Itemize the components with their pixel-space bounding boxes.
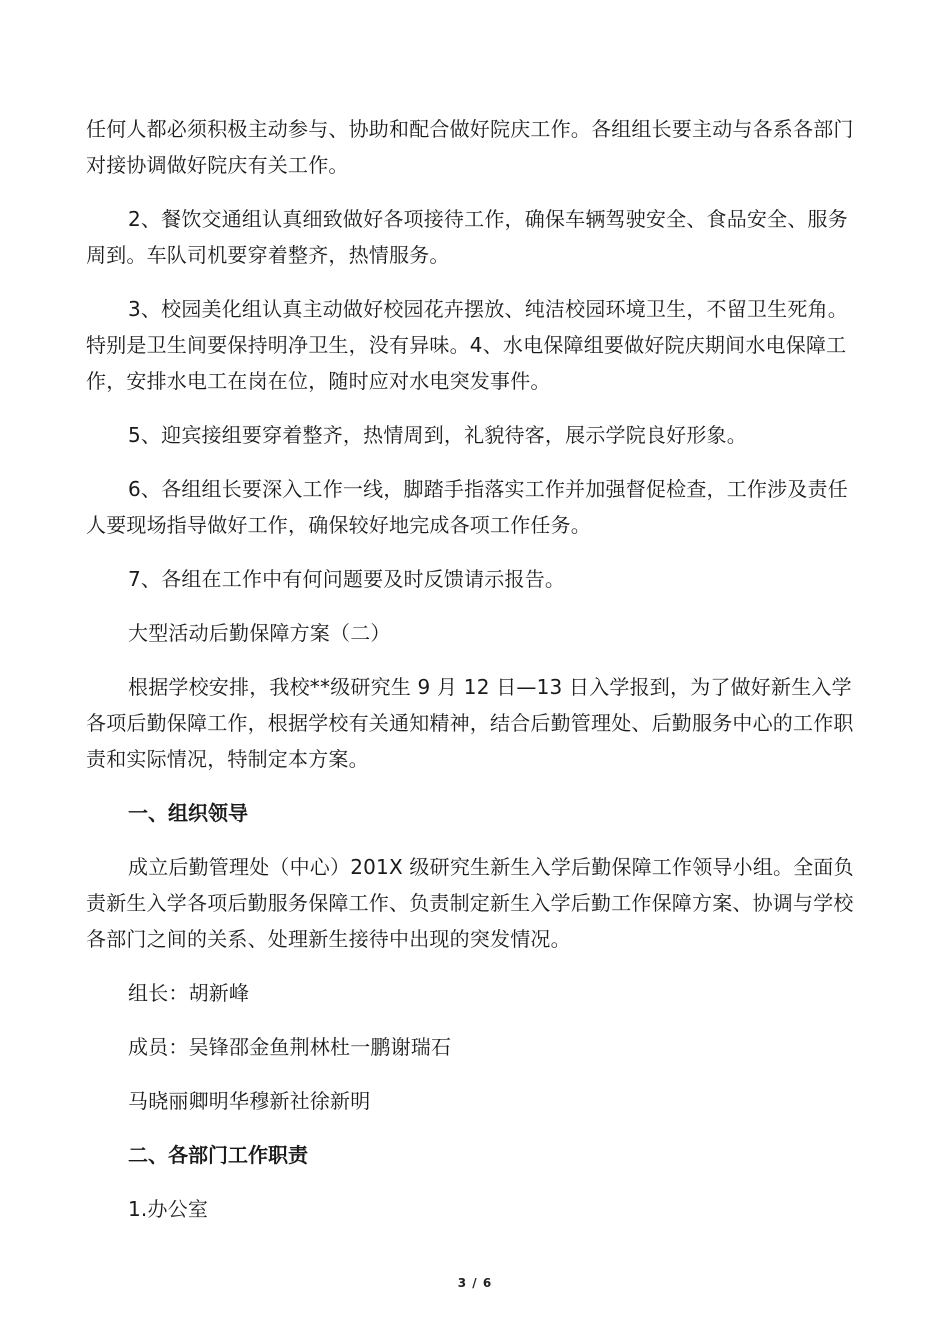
paragraph-item-3-4: 3、校园美化组认真主动做好校园花卉摆放、纯洁校园环境卫生，不留卫生死角。特别是卫生间要保持明净卫生，没有异味。4、水电保障组要做好院庆期间水电保障工作，安排水电工在岗在位，随时应对水电突发事件。: [86, 297, 848, 393]
paragraph-members-continued: 马晓丽卿明华穆新社徐新明: [128, 1089, 371, 1113]
paragraph-item-2: 2、餐饮交通组认真细致做好各项接待工作，确保车辆驾驶安全、食品安全、服务周到。车队司机要穿着整齐，热情服务。: [86, 207, 848, 267]
paragraph-members: 成员：吴锋邵金鱼荆林杜一鹏谢瑞石: [128, 1035, 452, 1059]
paragraph-leadership-group: 成立后勤管理处（中心）201X 级研究生新生入学后勤保障工作领导小组。全面负责新生入学各项后勤服务保障工作、负责制定新生入学后勤工作保障方案、协调与学校各部门之间的关系、处理新生接待中出现的突发情况。: [86, 855, 854, 951]
paragraph-plan-intro: 根据学校安排，我校**级研究生 9 月 12 日—13 日入学报到，为了做好新生入学各项后勤保障工作，根据学校有关通知精神，结合后勤管理处、后勤服务中心的工作职责和实际情况，特制定本方案。: [86, 675, 854, 771]
paragraph-item-7: 7、各组在工作中有何问题要及时反馈请示报告。: [128, 567, 566, 591]
paragraph-group-leader: 组长：胡新峰: [128, 981, 250, 1005]
page-number: 3 / 6: [457, 1276, 493, 1290]
paragraph-item-6: 6、各组组长要深入工作一线，脚踏手指落实工作并加强督促检查，工作涉及责任人要现场指导做好工作，确保较好地完成各项工作任务。: [86, 477, 848, 537]
section-title-plan-two: 大型活动后勤保障方案（二）: [128, 621, 391, 645]
document-body: [86, 111, 864, 1245]
paragraph-item-5: 5、迎宾接组要穿着整齐，热情周到，礼貌待客，展示学院良好形象。: [128, 423, 747, 447]
paragraph-office: 1.办公室: [128, 1197, 209, 1221]
heading-organization-leadership: 一、组织领导: [128, 801, 248, 825]
paragraph-院庆-intro: 任何人都必须积极主动参与、协助和配合做好院庆工作。各组组长要主动与各系各部门对接协调做好院庆有关工作。: [86, 117, 854, 177]
heading-department-duties: 二、各部门工作职责: [128, 1143, 308, 1167]
